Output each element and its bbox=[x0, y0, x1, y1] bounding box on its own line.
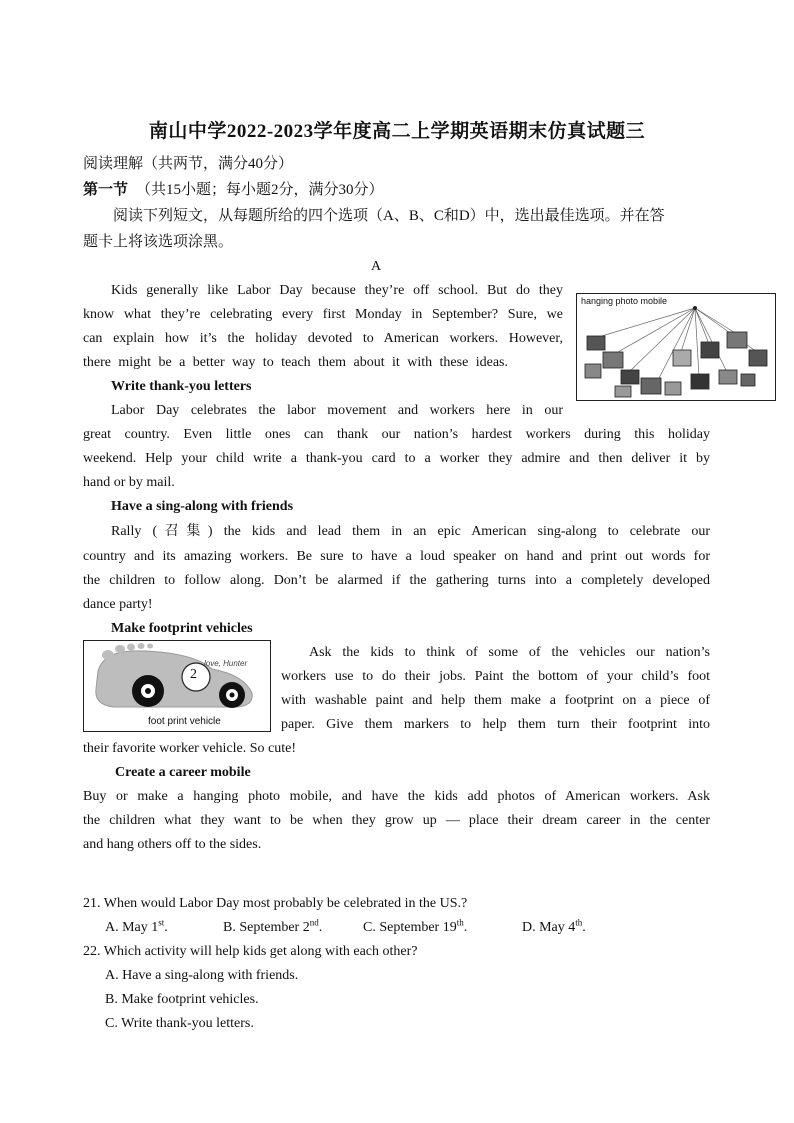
heading-footprint-vehicles: Make footprint vehicles bbox=[111, 621, 253, 636]
option-tail: . bbox=[463, 920, 468, 935]
option-sup: st bbox=[158, 917, 165, 928]
mobile-illustration bbox=[577, 294, 775, 400]
paragraph-line: country and its amazing workers. Be sure to have a loud speaker on hand and print out words for bbox=[83, 549, 710, 564]
footprint-vehicle-image bbox=[83, 640, 271, 732]
question-21-option-b[interactable] bbox=[223, 919, 322, 937]
section-header: 阅读理解（共两节，满分40分） bbox=[83, 156, 294, 172]
hanging-photo-mobile-image bbox=[576, 293, 776, 401]
question-21-option-d[interactable] bbox=[522, 919, 586, 937]
paragraph-line: Labor Day celebrates the labor movement and workers here in our bbox=[111, 403, 563, 418]
mobile-caption: hanging photo mobile bbox=[581, 296, 668, 306]
paragraph-line: Buy or make a hanging photo mobile, and have the kids add photos of American workers. Ask bbox=[83, 789, 710, 804]
question-22-option-b[interactable]: B. Make footprint vehicles. bbox=[105, 992, 259, 1007]
footprint-caption: foot print vehicle bbox=[148, 716, 221, 727]
option-sup: nd bbox=[309, 917, 319, 928]
paragraph-line: weekend. Help your child write a thank-you card to a worker they admire and then deliver it by bbox=[83, 451, 710, 466]
heading-sing-along: Have a sing-along with friends bbox=[111, 499, 294, 514]
option-text: D. May 4 bbox=[522, 920, 576, 935]
question-21-option-c[interactable] bbox=[363, 919, 467, 937]
option-text: A. May 1 bbox=[105, 920, 159, 935]
paragraph-line: Rally (召集) the kids and lead them in an epic American sing-along to celebrate our bbox=[111, 524, 710, 539]
option-tail: . bbox=[164, 920, 168, 935]
intro-line: can explain how it’s the holiday devoted to American workers. However, bbox=[83, 331, 563, 346]
intro-line: know what they’re celebrating every first Monday in September? Sure, we bbox=[83, 307, 563, 322]
paragraph-line: great country. Even little ones can thank our nation’s hardest workers during this holiday bbox=[83, 427, 710, 442]
option-text: C. September 19 bbox=[363, 920, 457, 935]
heading-thank-you-letters: Write thank-you letters bbox=[111, 379, 252, 394]
option-text: B. September 2 bbox=[223, 920, 310, 935]
instructions-line-2: 题卡上将该选项涂黑。 bbox=[83, 234, 234, 250]
page-title: 南山中学2022-2023学年度高二上学期英语期末仿真试题三 bbox=[148, 121, 646, 142]
paragraph-line: the children to follow along. Don’t be alarmed if the gathering turns into a completely developed bbox=[83, 573, 710, 588]
paragraph-line: and hang others off to the sides. bbox=[83, 837, 262, 852]
passage-label: A bbox=[371, 259, 382, 274]
instructions-line-1: 阅读下列短文，从每题所给的四个选项（A、B、C和D）中，选出最佳选项。并在答 bbox=[113, 208, 665, 224]
option-tail: . bbox=[582, 920, 586, 935]
paragraph-line: workers use to do their jobs. Paint the bottom of your child’s foot bbox=[281, 669, 710, 684]
paragraph-line: paper. Give them markers to help them turn their footprint into bbox=[281, 717, 710, 732]
question-22-option-a[interactable]: A. Have a sing-along with friends. bbox=[105, 968, 299, 983]
footprint-signature: love, Hunter bbox=[204, 659, 248, 668]
intro-line: there might be a better way to teach them about it with these ideas. bbox=[83, 355, 508, 370]
option-sup: th bbox=[456, 917, 464, 928]
part-header bbox=[83, 178, 384, 199]
paragraph-line: with washable paint and help them make a footprint on a piece of bbox=[281, 693, 710, 708]
question-21-option-a[interactable] bbox=[105, 919, 168, 937]
part-header-label: 第一节 bbox=[83, 182, 129, 198]
option-tail: . bbox=[318, 920, 323, 935]
footprint-number: 2 bbox=[190, 667, 197, 682]
question-22-stem: 22. Which activity will help kids get along with each other? bbox=[83, 944, 418, 959]
heading-career-mobile: Create a career mobile bbox=[115, 765, 251, 780]
paragraph-line: the children what they want to be when they grow up — place their dream career in the center bbox=[83, 813, 710, 828]
paragraph-line: Ask the kids to think of some of the vehicles our nation’s bbox=[309, 645, 710, 660]
paragraph-line: dance party! bbox=[83, 597, 153, 612]
intro-line: Kids generally like Labor Day because they’re off school. But do they bbox=[111, 283, 563, 298]
option-sup: th bbox=[575, 917, 583, 928]
paragraph-line: hand or by mail. bbox=[83, 475, 175, 490]
paragraph-line: their favorite worker vehicle. So cute! bbox=[83, 741, 297, 756]
question-21-stem: 21. When would Labor Day most probably be celebrated in the US.? bbox=[83, 896, 468, 911]
question-22-option-c[interactable]: C. Write thank-you letters. bbox=[105, 1016, 254, 1031]
part-header-detail: （共15小题；每小题2分，满分30分） bbox=[136, 182, 384, 198]
